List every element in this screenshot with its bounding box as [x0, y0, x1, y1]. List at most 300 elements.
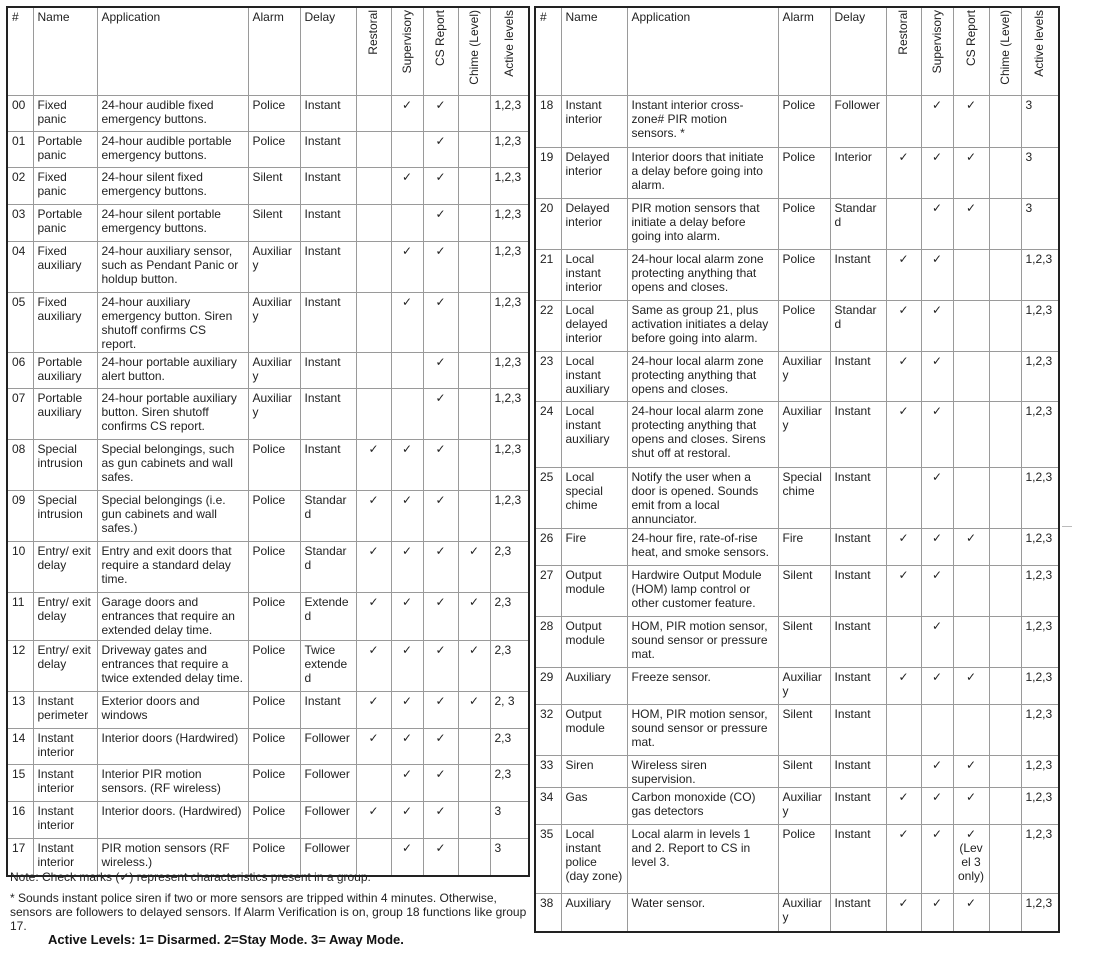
chime-check	[458, 491, 490, 542]
table-row	[7, 293, 529, 353]
delay-type: Instant	[300, 293, 356, 353]
group-number: 38	[535, 894, 561, 932]
chime-check: ✓	[458, 593, 490, 641]
col-supervisory: Supervisory	[921, 7, 953, 96]
cs-report-check: ✓	[953, 199, 989, 250]
cs-report-check: ✓	[423, 242, 458, 293]
group-number: 20	[535, 199, 561, 250]
group-application: 24-hour fire, rate-of-rise heat, and smoke sensors.	[627, 529, 778, 566]
group-number: 32	[535, 705, 561, 756]
group-application: 24-hour portable auxiliary button. Siren shutoff confirms CS report.	[97, 389, 248, 440]
supervisory-check: ✓	[391, 96, 423, 132]
alarm-type: Auxiliary	[778, 352, 830, 402]
delay-type: Extended	[300, 593, 356, 641]
group-name: Auxiliary	[561, 668, 627, 705]
group-name: Instant interior	[33, 839, 97, 876]
supervisory-check: ✓	[921, 788, 953, 825]
group-application: 24-hour portable auxiliary alert button.	[97, 353, 248, 389]
group-name: Local instant interior	[561, 250, 627, 301]
supervisory-check: ✓	[391, 242, 423, 293]
group-number: 17	[7, 839, 33, 876]
col-supervisory: Supervisory	[391, 7, 423, 96]
chime-check: ✓	[458, 542, 490, 593]
table-body-right	[535, 96, 1059, 932]
group-application: 24-hour auxiliary emergency button. Siren shutoff confirms CS report.	[97, 293, 248, 353]
alarm-type: Police	[248, 440, 300, 491]
active-levels: 2,3	[490, 542, 529, 593]
table-row	[535, 250, 1059, 301]
table-row	[535, 756, 1059, 788]
chime-check	[989, 301, 1021, 352]
table-row	[535, 617, 1059, 668]
cs-report-check: ✓	[423, 729, 458, 765]
chime-check	[989, 250, 1021, 301]
chime-check	[458, 205, 490, 242]
delay-type: Instant	[830, 468, 886, 529]
group-number: 29	[535, 668, 561, 705]
supervisory-check	[391, 353, 423, 389]
group-name: Output module	[561, 617, 627, 668]
col-application: Application	[97, 7, 248, 96]
group-name: Fixed panic	[33, 168, 97, 205]
group-name: Special intrusion	[33, 491, 97, 542]
restoral-check: ✓	[886, 788, 921, 825]
alarm-type: Auxiliary	[248, 353, 300, 389]
table-row	[7, 440, 529, 491]
delay-type: Twice extended	[300, 641, 356, 692]
supervisory-check	[391, 389, 423, 440]
table-row	[7, 542, 529, 593]
cs-report-check: ✓	[423, 542, 458, 593]
group-application: Driveway gates and entrances that require a twice extended delay time.	[97, 641, 248, 692]
chime-check	[989, 402, 1021, 468]
chime-check	[458, 353, 490, 389]
cs-report-check: ✓	[423, 692, 458, 729]
table-row	[535, 352, 1059, 402]
delay-type: Instant	[830, 352, 886, 402]
active-levels: 2,3	[490, 729, 529, 765]
active-levels: 1,2,3	[1021, 894, 1059, 932]
delay-type: Standard	[830, 199, 886, 250]
cs-report-check	[953, 250, 989, 301]
alarm-type: Police	[778, 301, 830, 352]
col-alarm: Alarm	[248, 7, 300, 96]
supervisory-check: ✓	[921, 402, 953, 468]
supervisory-check: ✓	[921, 468, 953, 529]
alarm-type: Police	[778, 825, 830, 894]
chime-check	[989, 148, 1021, 199]
group-application: 24-hour auxiliary sensor, such as Pendant Panic or holdup button.	[97, 242, 248, 293]
table-row	[535, 468, 1059, 529]
delay-type: Instant	[300, 242, 356, 293]
alarm-type: Fire	[778, 529, 830, 566]
table-row	[7, 132, 529, 168]
alarm-type: Auxiliary	[248, 389, 300, 440]
group-application: 24-hour audible fixed emergency buttons.	[97, 96, 248, 132]
cs-report-check: ✓	[953, 148, 989, 199]
active-levels: 1,2,3	[1021, 402, 1059, 468]
col-name: Name	[561, 7, 627, 96]
restoral-check	[356, 132, 391, 168]
group-number: 34	[535, 788, 561, 825]
alarm-type: Silent	[778, 705, 830, 756]
col-chime: Chime (Level)	[458, 7, 490, 96]
group-name: Output module	[561, 566, 627, 617]
supervisory-check: ✓	[391, 641, 423, 692]
delay-type: Instant	[830, 250, 886, 301]
group-name: Portable panic	[33, 205, 97, 242]
alarm-type: Silent	[778, 756, 830, 788]
group-application: 24-hour silent fixed emergency buttons.	[97, 168, 248, 205]
cs-report-check: ✓	[953, 668, 989, 705]
alarm-type: Police	[248, 765, 300, 802]
alarm-type: Police	[778, 96, 830, 148]
chime-check	[458, 132, 490, 168]
alarm-type: Auxiliary	[778, 894, 830, 932]
table-row	[7, 802, 529, 839]
delay-type: Standard	[830, 301, 886, 352]
header-row	[535, 7, 1059, 96]
table-row	[7, 641, 529, 692]
group-application: PIR motion sensors (RF wireless.)	[97, 839, 248, 876]
col-alarm: Alarm	[778, 7, 830, 96]
active-levels: 1,2,3	[490, 168, 529, 205]
group-application: Instant interior cross-zone# PIR motion sensors. *	[627, 96, 778, 148]
active-levels: 1,2,3	[490, 205, 529, 242]
active-levels: 1,2,3	[490, 353, 529, 389]
supervisory-check	[391, 205, 423, 242]
alarm-type: Police	[248, 802, 300, 839]
active-levels: 1,2,3	[1021, 668, 1059, 705]
restoral-check	[356, 353, 391, 389]
cs-report-check: ✓	[423, 802, 458, 839]
table-row	[7, 242, 529, 293]
group-application: HOM, PIR motion sensor, sound sensor or pressure mat.	[627, 705, 778, 756]
restoral-check	[356, 293, 391, 353]
table-row	[535, 668, 1059, 705]
alarm-type: Special chime	[778, 468, 830, 529]
supervisory-check: ✓	[921, 199, 953, 250]
group-name: Siren	[561, 756, 627, 788]
delay-type: Instant	[300, 205, 356, 242]
group-number: 02	[7, 168, 33, 205]
delay-type: Instant	[830, 705, 886, 756]
restoral-check: ✓	[356, 542, 391, 593]
restoral-check	[886, 468, 921, 529]
table-row	[535, 705, 1059, 756]
alarm-type: Police	[248, 692, 300, 729]
delay-type: Follower	[300, 839, 356, 876]
active-levels: 3	[490, 802, 529, 839]
group-name: Entry/ exit delay	[33, 542, 97, 593]
active-levels: 1,2,3	[490, 96, 529, 132]
group-application: Interior doors that initiate a delay before going into alarm.	[627, 148, 778, 199]
active-levels: 1,2,3	[1021, 617, 1059, 668]
group-name: Local special chime	[561, 468, 627, 529]
cs-report-check: ✓	[953, 529, 989, 566]
active-levels: 3	[1021, 199, 1059, 250]
cs-report-check: ✓	[423, 132, 458, 168]
chime-check	[989, 468, 1021, 529]
cs-report-check: ✓ (Level 3 only)	[953, 825, 989, 894]
active-levels: 2,3	[490, 593, 529, 641]
supervisory-check: ✓	[921, 301, 953, 352]
supervisory-check: ✓	[391, 293, 423, 353]
group-application: 24-hour local alarm zone protecting anything that opens and closes.	[627, 250, 778, 301]
delay-type: Instant	[830, 402, 886, 468]
active-levels: 1,2,3	[490, 242, 529, 293]
delay-type: Instant	[300, 692, 356, 729]
table-row	[535, 529, 1059, 566]
group-number: 22	[535, 301, 561, 352]
table-row	[7, 692, 529, 729]
table-row	[535, 825, 1059, 894]
chime-check	[989, 756, 1021, 788]
active-levels: 1,2,3	[490, 293, 529, 353]
active-levels: 1,2,3	[1021, 250, 1059, 301]
restoral-check	[356, 96, 391, 132]
divider-mark	[1062, 526, 1072, 527]
table-row	[535, 96, 1059, 148]
group-name: Gas	[561, 788, 627, 825]
cs-report-check	[953, 566, 989, 617]
alarm-type: Silent	[778, 566, 830, 617]
group-number: 06	[7, 353, 33, 389]
active-levels: 1,2,3	[1021, 468, 1059, 529]
table-row	[535, 402, 1059, 468]
group-number: 16	[7, 802, 33, 839]
alarm-type: Police	[248, 132, 300, 168]
delay-type: Instant	[300, 389, 356, 440]
group-application: Exterior doors and windows	[97, 692, 248, 729]
restoral-check: ✓	[886, 825, 921, 894]
delay-type: Instant	[300, 132, 356, 168]
supervisory-check: ✓	[391, 440, 423, 491]
group-application: 24-hour silent portable emergency buttons.	[97, 205, 248, 242]
group-application: 24-hour audible portable emergency buttons.	[97, 132, 248, 168]
group-application: Interior doors (Hardwired)	[97, 729, 248, 765]
alarm-type: Police	[248, 96, 300, 132]
group-application: Freeze sensor.	[627, 668, 778, 705]
supervisory-check: ✓	[391, 491, 423, 542]
supervisory-check: ✓	[921, 566, 953, 617]
alarm-type: Police	[248, 839, 300, 876]
group-number: 04	[7, 242, 33, 293]
col-delay: Delay	[300, 7, 356, 96]
table-body-left	[7, 96, 529, 876]
active-levels-legend: Active Levels: 1= Disarmed. 2=Stay Mode. 3= Away Mode.	[48, 932, 404, 947]
supervisory-check: ✓	[391, 692, 423, 729]
delay-type: Instant	[830, 529, 886, 566]
group-number: 14	[7, 729, 33, 765]
group-name: Entry/ exit delay	[33, 593, 97, 641]
group-number: 27	[535, 566, 561, 617]
group-name: Fixed auxiliary	[33, 242, 97, 293]
table-row	[7, 96, 529, 132]
group-number: 35	[535, 825, 561, 894]
table-row	[535, 301, 1059, 352]
restoral-check: ✓	[886, 566, 921, 617]
delay-type: Standard	[300, 491, 356, 542]
checkmark-note: Note: Check marks (✓) represent characteristics present in a group.	[10, 870, 371, 884]
restoral-check: ✓	[886, 402, 921, 468]
chime-check	[989, 705, 1021, 756]
delay-type: Instant	[830, 894, 886, 932]
col-application: Application	[627, 7, 778, 96]
chime-check	[458, 293, 490, 353]
group-number: 23	[535, 352, 561, 402]
group-name: Local instant police (day zone)	[561, 825, 627, 894]
group-number: 07	[7, 389, 33, 440]
active-levels: 1,2,3	[490, 132, 529, 168]
group-number: 28	[535, 617, 561, 668]
alarm-type: Police	[248, 593, 300, 641]
supervisory-check: ✓	[391, 729, 423, 765]
delay-type: Instant	[830, 756, 886, 788]
group-name: Entry/ exit delay	[33, 641, 97, 692]
cs-report-check: ✓	[953, 96, 989, 148]
supervisory-check: ✓	[921, 250, 953, 301]
active-levels: 3	[1021, 96, 1059, 148]
group-application: 24-hour local alarm zone protecting anything that opens and closes. Sirens shut off at restoral.	[627, 402, 778, 468]
chime-check	[989, 352, 1021, 402]
col-active-levels: Active levels	[490, 7, 529, 96]
group-application: Carbon monoxide (CO) gas detectors	[627, 788, 778, 825]
group-application: 24-hour local alarm zone protecting anything that opens and closes.	[627, 352, 778, 402]
delay-type: Instant	[300, 96, 356, 132]
group-name: Portable panic	[33, 132, 97, 168]
chime-check	[458, 96, 490, 132]
restoral-check	[886, 617, 921, 668]
supervisory-check: ✓	[921, 617, 953, 668]
group-number: 19	[535, 148, 561, 199]
restoral-check: ✓	[886, 894, 921, 932]
chime-check	[989, 199, 1021, 250]
group-number: 05	[7, 293, 33, 353]
alarm-type: Silent	[248, 168, 300, 205]
delay-type: Instant	[830, 668, 886, 705]
active-levels: 1,2,3	[1021, 825, 1059, 894]
alarm-type: Police	[248, 542, 300, 593]
cs-report-check: ✓	[423, 205, 458, 242]
group-application: Interior doors. (Hardwired)	[97, 802, 248, 839]
delay-type: Instant	[830, 617, 886, 668]
cs-report-check	[953, 617, 989, 668]
group-name: Delayed interior	[561, 148, 627, 199]
group-number: 18	[535, 96, 561, 148]
chime-check	[458, 242, 490, 293]
chime-check	[989, 566, 1021, 617]
group-application: Special belongings, such as gun cabinets and wall safes.	[97, 440, 248, 491]
cs-report-check: ✓	[423, 765, 458, 802]
group-application: Garage doors and entrances that require an extended delay time.	[97, 593, 248, 641]
alarm-type: Silent	[778, 617, 830, 668]
group-name: Delayed interior	[561, 199, 627, 250]
active-levels: 2,3	[490, 641, 529, 692]
active-levels: 1,2,3	[1021, 756, 1059, 788]
alarm-type: Silent	[248, 205, 300, 242]
chime-check	[989, 825, 1021, 894]
delay-type: Follower	[300, 802, 356, 839]
group-number: 09	[7, 491, 33, 542]
supervisory-check	[921, 705, 953, 756]
group-application: Wireless siren supervision.	[627, 756, 778, 788]
active-levels: 1,2,3	[1021, 566, 1059, 617]
group-name: Instant interior	[561, 96, 627, 148]
group-application: Interior PIR motion sensors. (RF wireless)	[97, 765, 248, 802]
group-number: 01	[7, 132, 33, 168]
alarm-type: Police	[248, 729, 300, 765]
chime-check	[458, 168, 490, 205]
col-name: Name	[33, 7, 97, 96]
group-name: Instant interior	[33, 802, 97, 839]
restoral-check: ✓	[886, 529, 921, 566]
alarm-type: Auxiliary	[248, 242, 300, 293]
group-number: 13	[7, 692, 33, 729]
group-application: HOM, PIR motion sensor, sound sensor or pressure mat.	[627, 617, 778, 668]
group-number: 26	[535, 529, 561, 566]
active-levels: 1,2,3	[490, 389, 529, 440]
chime-check	[989, 617, 1021, 668]
group-application: Local alarm in levels 1 and 2. Report to CS in level 3.	[627, 825, 778, 894]
alarm-type: Police	[778, 250, 830, 301]
delay-type: Follower	[300, 729, 356, 765]
supervisory-check: ✓	[921, 352, 953, 402]
supervisory-check: ✓	[921, 148, 953, 199]
group-name: Portable auxiliary	[33, 353, 97, 389]
active-levels: 1,2,3	[1021, 352, 1059, 402]
cs-report-check	[953, 402, 989, 468]
col-restoral: Restoral	[356, 7, 391, 96]
alarm-type: Auxiliary	[248, 293, 300, 353]
delay-type: Follower	[830, 96, 886, 148]
chime-check	[989, 96, 1021, 148]
restoral-check: ✓	[356, 491, 391, 542]
restoral-check: ✓	[886, 148, 921, 199]
supervisory-check: ✓	[391, 168, 423, 205]
delay-type: Instant	[830, 788, 886, 825]
restoral-check: ✓	[356, 729, 391, 765]
restoral-check	[356, 389, 391, 440]
group-application: Notify the user when a door is opened. Sounds emit from a local annunciator.	[627, 468, 778, 529]
restoral-check: ✓	[356, 593, 391, 641]
supervisory-check	[391, 132, 423, 168]
alarm-type: Police	[778, 148, 830, 199]
supervisory-check: ✓	[391, 839, 423, 876]
cs-report-check: ✓	[423, 440, 458, 491]
restoral-check: ✓	[356, 641, 391, 692]
group-number: 10	[7, 542, 33, 593]
cs-report-check	[953, 301, 989, 352]
col-number: #	[7, 7, 33, 96]
table-row	[7, 353, 529, 389]
group-application: Hardwire Output Module (HOM) lamp control or other customer feature.	[627, 566, 778, 617]
chime-check	[989, 668, 1021, 705]
cs-report-check: ✓	[423, 641, 458, 692]
restoral-check: ✓	[886, 250, 921, 301]
restoral-check: ✓	[356, 440, 391, 491]
active-levels: 1,2,3	[490, 491, 529, 542]
group-number: 15	[7, 765, 33, 802]
footnote: * Sounds instant police siren if two or more sensors are tripped within 4 minutes. Otherwise, sensors are followers to delayed sensors. If Alarm Verification is on, group 18 functions like group 17.	[10, 891, 527, 933]
col-cs-report: CS Report	[953, 7, 989, 96]
group-name: Fire	[561, 529, 627, 566]
table-row	[7, 389, 529, 440]
alarm-type: Police	[248, 491, 300, 542]
chime-check: ✓	[458, 641, 490, 692]
cs-report-check: ✓	[953, 756, 989, 788]
group-name: Portable auxiliary	[33, 389, 97, 440]
